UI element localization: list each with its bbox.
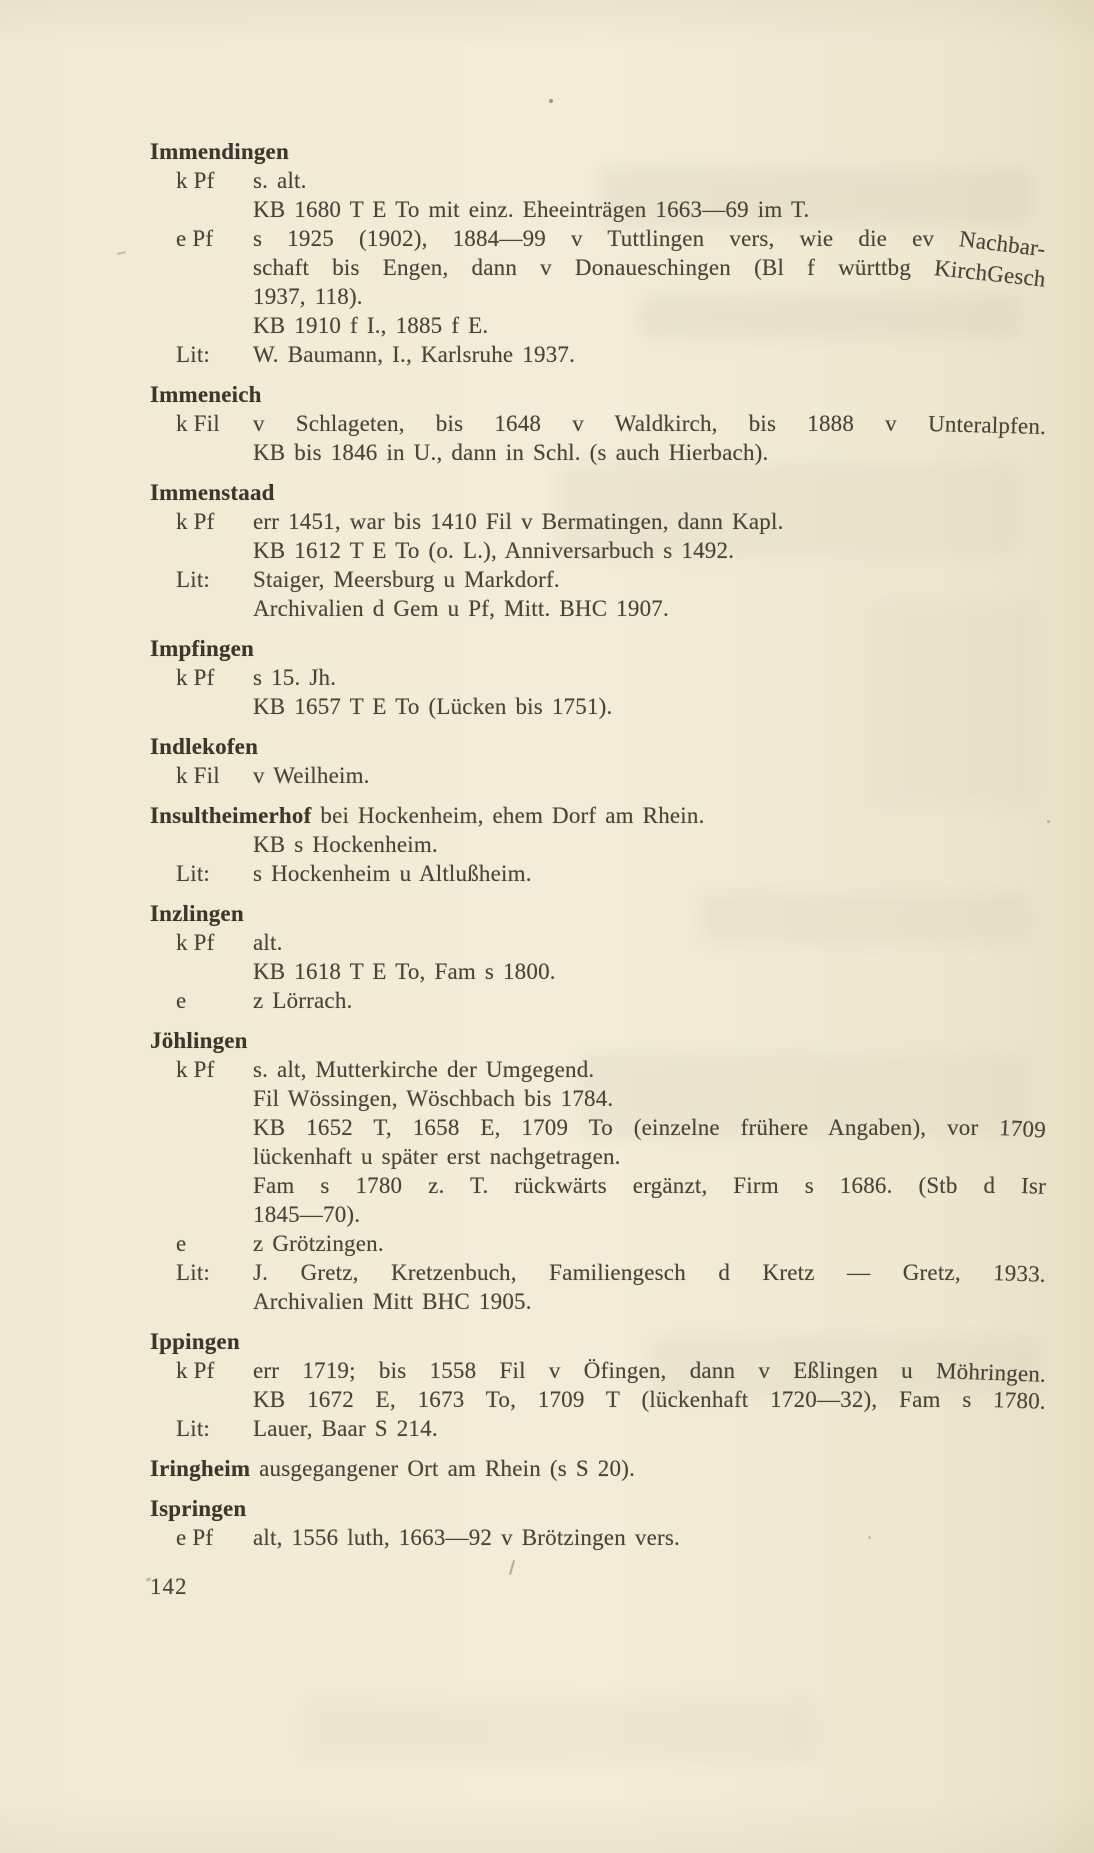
page-number: 142 xyxy=(150,1574,188,1599)
entry-place-name: Jöhlingen xyxy=(150,1028,248,1053)
line-text: 1937, 118). xyxy=(253,284,363,309)
entry-place-name: Iringheim xyxy=(150,1456,251,1481)
text-line xyxy=(253,1356,1046,1385)
entry-heading-line xyxy=(150,137,1046,166)
text-line xyxy=(253,340,1046,369)
entry-row xyxy=(150,986,1046,1015)
line-text: KB bis 1846 in U., dann in Schl. (s auch Hierbach). xyxy=(253,440,769,465)
entry-heading-line xyxy=(150,1026,1046,1055)
entry-heading-line xyxy=(150,634,1046,663)
entry-place-name: Inzlingen xyxy=(150,901,244,926)
text-line xyxy=(253,1287,1046,1316)
entry-heading-line xyxy=(150,478,1046,507)
entry-heading-line xyxy=(150,732,1046,761)
line-text: Lauer, Baar S 214. xyxy=(253,1416,438,1441)
text-line xyxy=(253,1084,1046,1113)
text-line xyxy=(253,282,1046,311)
column-label: k Pf xyxy=(176,168,215,193)
text-line xyxy=(253,224,1048,262)
entry-row xyxy=(150,1523,1046,1552)
line-text: KB 1910 f I., 1885 f E. xyxy=(253,313,489,338)
entry-inzlingen xyxy=(150,899,1046,1015)
line-text-gutter-sag: 1780. xyxy=(992,1387,1047,1414)
line-text: schaft bis Engen, dann v Donaueschingen (Bl f württbg xyxy=(253,255,912,280)
text-line xyxy=(253,565,1046,594)
entry-indlekofen xyxy=(150,732,1046,790)
text-line xyxy=(253,594,1046,623)
entry-row xyxy=(150,1356,1046,1414)
column-label: k Pf xyxy=(176,1057,215,1082)
column-label: e xyxy=(176,1231,187,1256)
entry-row xyxy=(150,663,1046,721)
line-text: v Schlageten, bis 1648 v Waldkirch, bis 1888 v xyxy=(253,411,897,436)
column-label: k Pf xyxy=(176,930,215,955)
line-text: KB 1657 T E To (Lücken bis 1751). xyxy=(253,694,613,719)
entry-immenstaad xyxy=(150,478,1046,623)
entry-row xyxy=(150,340,1046,369)
line-text: z Grötzingen. xyxy=(253,1231,384,1256)
column-label: k Pf xyxy=(176,1358,215,1383)
line-text-gutter-sag: Möhringen. xyxy=(935,1358,1047,1387)
entry-row xyxy=(150,224,1046,340)
column-label: k Fil xyxy=(176,411,220,436)
line-text: lückenhaft u später erst nachgetragen. xyxy=(253,1144,621,1169)
column-label: Lit: xyxy=(176,861,211,886)
entry-place-name: Immenstaad xyxy=(150,480,275,505)
text-line xyxy=(253,507,1046,536)
line-text: Archivalien d Gem u Pf, Mitt. BHC 1907. xyxy=(253,596,669,621)
entry-row xyxy=(150,1258,1046,1316)
text-line xyxy=(253,957,1046,986)
line-text: KB 1672 E, 1673 To, 1709 T (lückenhaft 1720—32), Fam s xyxy=(253,1387,972,1412)
entry-place-name: Impfingen xyxy=(150,636,255,661)
text-line xyxy=(253,536,1046,565)
line-text: s 15. Jh. xyxy=(253,665,337,690)
entry-place-name: Indlekofen xyxy=(150,734,259,759)
entry-heading-line xyxy=(150,1454,1046,1483)
text-line xyxy=(253,409,1046,438)
entry-row xyxy=(150,830,1046,859)
column-label: Lit: xyxy=(176,1416,211,1441)
text-line xyxy=(253,928,1046,957)
line-text: KB 1652 T, 1658 E, 1709 To (einzelne frühere Angaben), vor xyxy=(253,1115,979,1140)
line-text: err 1451, war bis 1410 Fil v Bermatingen, dann Kapl. xyxy=(253,509,784,534)
entry-place-name: Immeneich xyxy=(150,382,262,407)
entry-row xyxy=(150,1055,1046,1229)
line-text-gutter-sag: Unteralpfen. xyxy=(927,411,1047,440)
text-line xyxy=(253,859,1046,888)
column-label: e Pf xyxy=(176,226,214,251)
verso-showthrough-blot xyxy=(300,1698,820,1762)
entry-heading-tail: bei Hockenheim, ehem Dorf am Rhein. xyxy=(311,803,705,828)
line-text: Fil Wössingen, Wöschbach bis 1784. xyxy=(253,1086,614,1111)
text-line xyxy=(253,1055,1046,1084)
entry-iringheim xyxy=(150,1454,1046,1483)
line-text: s. alt. xyxy=(253,168,307,193)
entry-immeneich xyxy=(150,380,1046,467)
entry-row xyxy=(150,565,1046,623)
text-line xyxy=(253,1113,1046,1142)
entry-ispringen xyxy=(150,1494,1046,1552)
line-text: KB s Hockenheim. xyxy=(253,832,438,857)
line-text-gutter-sag: 1709 xyxy=(998,1115,1047,1143)
text-line xyxy=(253,438,1046,467)
line-text: s Hockenheim u Altlußheim. xyxy=(253,861,532,886)
entry-heading-line xyxy=(150,899,1046,928)
text-line xyxy=(253,1258,1046,1287)
column-label: k Fil xyxy=(176,763,220,788)
line-text: KB 1680 T E To mit einz. Eheeinträgen 1663—69 im T. xyxy=(253,197,810,222)
column-label: e Pf xyxy=(176,1525,214,1550)
line-text: 1845—70). xyxy=(253,1202,361,1227)
entry-row xyxy=(150,1229,1046,1258)
entry-heading-tail: ausgegangener Ort am Rhein (s S 20). xyxy=(250,1456,636,1481)
text-line xyxy=(253,663,1046,692)
column-label: Lit: xyxy=(176,342,211,367)
line-text: Staiger, Meersburg u Markdorf. xyxy=(253,567,560,592)
line-text: v Weilheim. xyxy=(253,763,370,788)
line-text: s 1925 (1902), 1884—99 v Tuttlingen vers, wie die ev xyxy=(253,226,935,251)
column-label: e xyxy=(176,988,187,1013)
entry-place-name: Insultheimerhof xyxy=(150,803,312,828)
text-line xyxy=(253,311,1046,340)
entry-heading-line xyxy=(150,380,1046,409)
entry-ippingen xyxy=(150,1327,1046,1443)
entry-row xyxy=(150,928,1046,986)
text-line xyxy=(253,253,1048,292)
entry-row xyxy=(150,409,1046,467)
column-label: k Pf xyxy=(176,665,215,690)
line-text: Archivalien Mitt BHC 1905. xyxy=(253,1289,532,1314)
entry-heading-line xyxy=(150,1327,1046,1356)
line-text-gutter-sag: KirchGesch xyxy=(933,255,1048,292)
line-text: W. Baumann, I., Karlsruhe 1937. xyxy=(253,342,576,367)
text-line xyxy=(253,761,1046,790)
line-text: alt, 1556 luth, 1663—92 v Brötzingen vers. xyxy=(253,1525,680,1550)
line-text: KB 1618 T E To, Fam s 1800. xyxy=(253,959,556,984)
entry-heading-line xyxy=(150,1494,1046,1523)
entry-place-name: Ispringen xyxy=(150,1496,247,1521)
line-text: J. Gretz, Kretzenbuch, Familiengesch d Kretz — Gretz, xyxy=(253,1260,961,1285)
scan-speck xyxy=(1047,820,1050,823)
text-line xyxy=(253,1385,1046,1414)
text-line xyxy=(253,1171,1046,1200)
entry-row xyxy=(150,1414,1046,1443)
entry-immendingen xyxy=(150,137,1046,369)
column-label: k Pf xyxy=(176,509,215,534)
line-text: KB 1612 T E To (o. L.), Anniversarbuch s 1492. xyxy=(253,538,735,563)
text-line xyxy=(253,195,1046,224)
text-line xyxy=(253,166,1046,195)
entry-row xyxy=(150,507,1046,565)
entry-j-hlingen xyxy=(150,1026,1046,1316)
line-text: err 1719; bis 1558 Fil v Öfingen, dann v Eßlingen u xyxy=(253,1358,913,1383)
line-text-gutter-sag: 1933. xyxy=(992,1260,1047,1287)
text-line xyxy=(253,1142,1046,1171)
text-line xyxy=(253,986,1046,1015)
line-text: s. alt, Mutterkirche der Umgegend. xyxy=(253,1057,595,1082)
text-line xyxy=(253,1200,1046,1229)
scan-speck xyxy=(549,99,553,103)
line-text-gutter-sag: Isr xyxy=(1020,1173,1047,1199)
line-text-gutter-sag: Nachbar- xyxy=(958,226,1048,262)
entry-row xyxy=(150,761,1046,790)
entry-impfingen xyxy=(150,634,1046,721)
entry-row xyxy=(150,166,1046,224)
scan-speck xyxy=(117,251,126,255)
column-label: Lit: xyxy=(176,1260,211,1285)
text-line xyxy=(253,1523,1046,1552)
text-line xyxy=(253,1414,1046,1443)
entry-place-name: Ippingen xyxy=(150,1329,240,1354)
entry-heading-line xyxy=(150,801,1046,830)
entry-place-name: Immendingen xyxy=(150,139,289,164)
entry-row xyxy=(150,859,1046,888)
entry-insultheimerhof xyxy=(150,801,1046,888)
line-text: z Lörrach. xyxy=(253,988,353,1013)
line-text: Fam s 1780 z. T. rückwärts ergänzt, Firm s 1686. (Stb d xyxy=(253,1173,996,1198)
text-line xyxy=(253,1229,1046,1258)
text-line xyxy=(253,830,1046,859)
line-text: alt. xyxy=(253,930,283,955)
text-line xyxy=(253,692,1046,721)
gazetteer-entries xyxy=(150,137,1046,1563)
column-label: Lit: xyxy=(176,567,211,592)
